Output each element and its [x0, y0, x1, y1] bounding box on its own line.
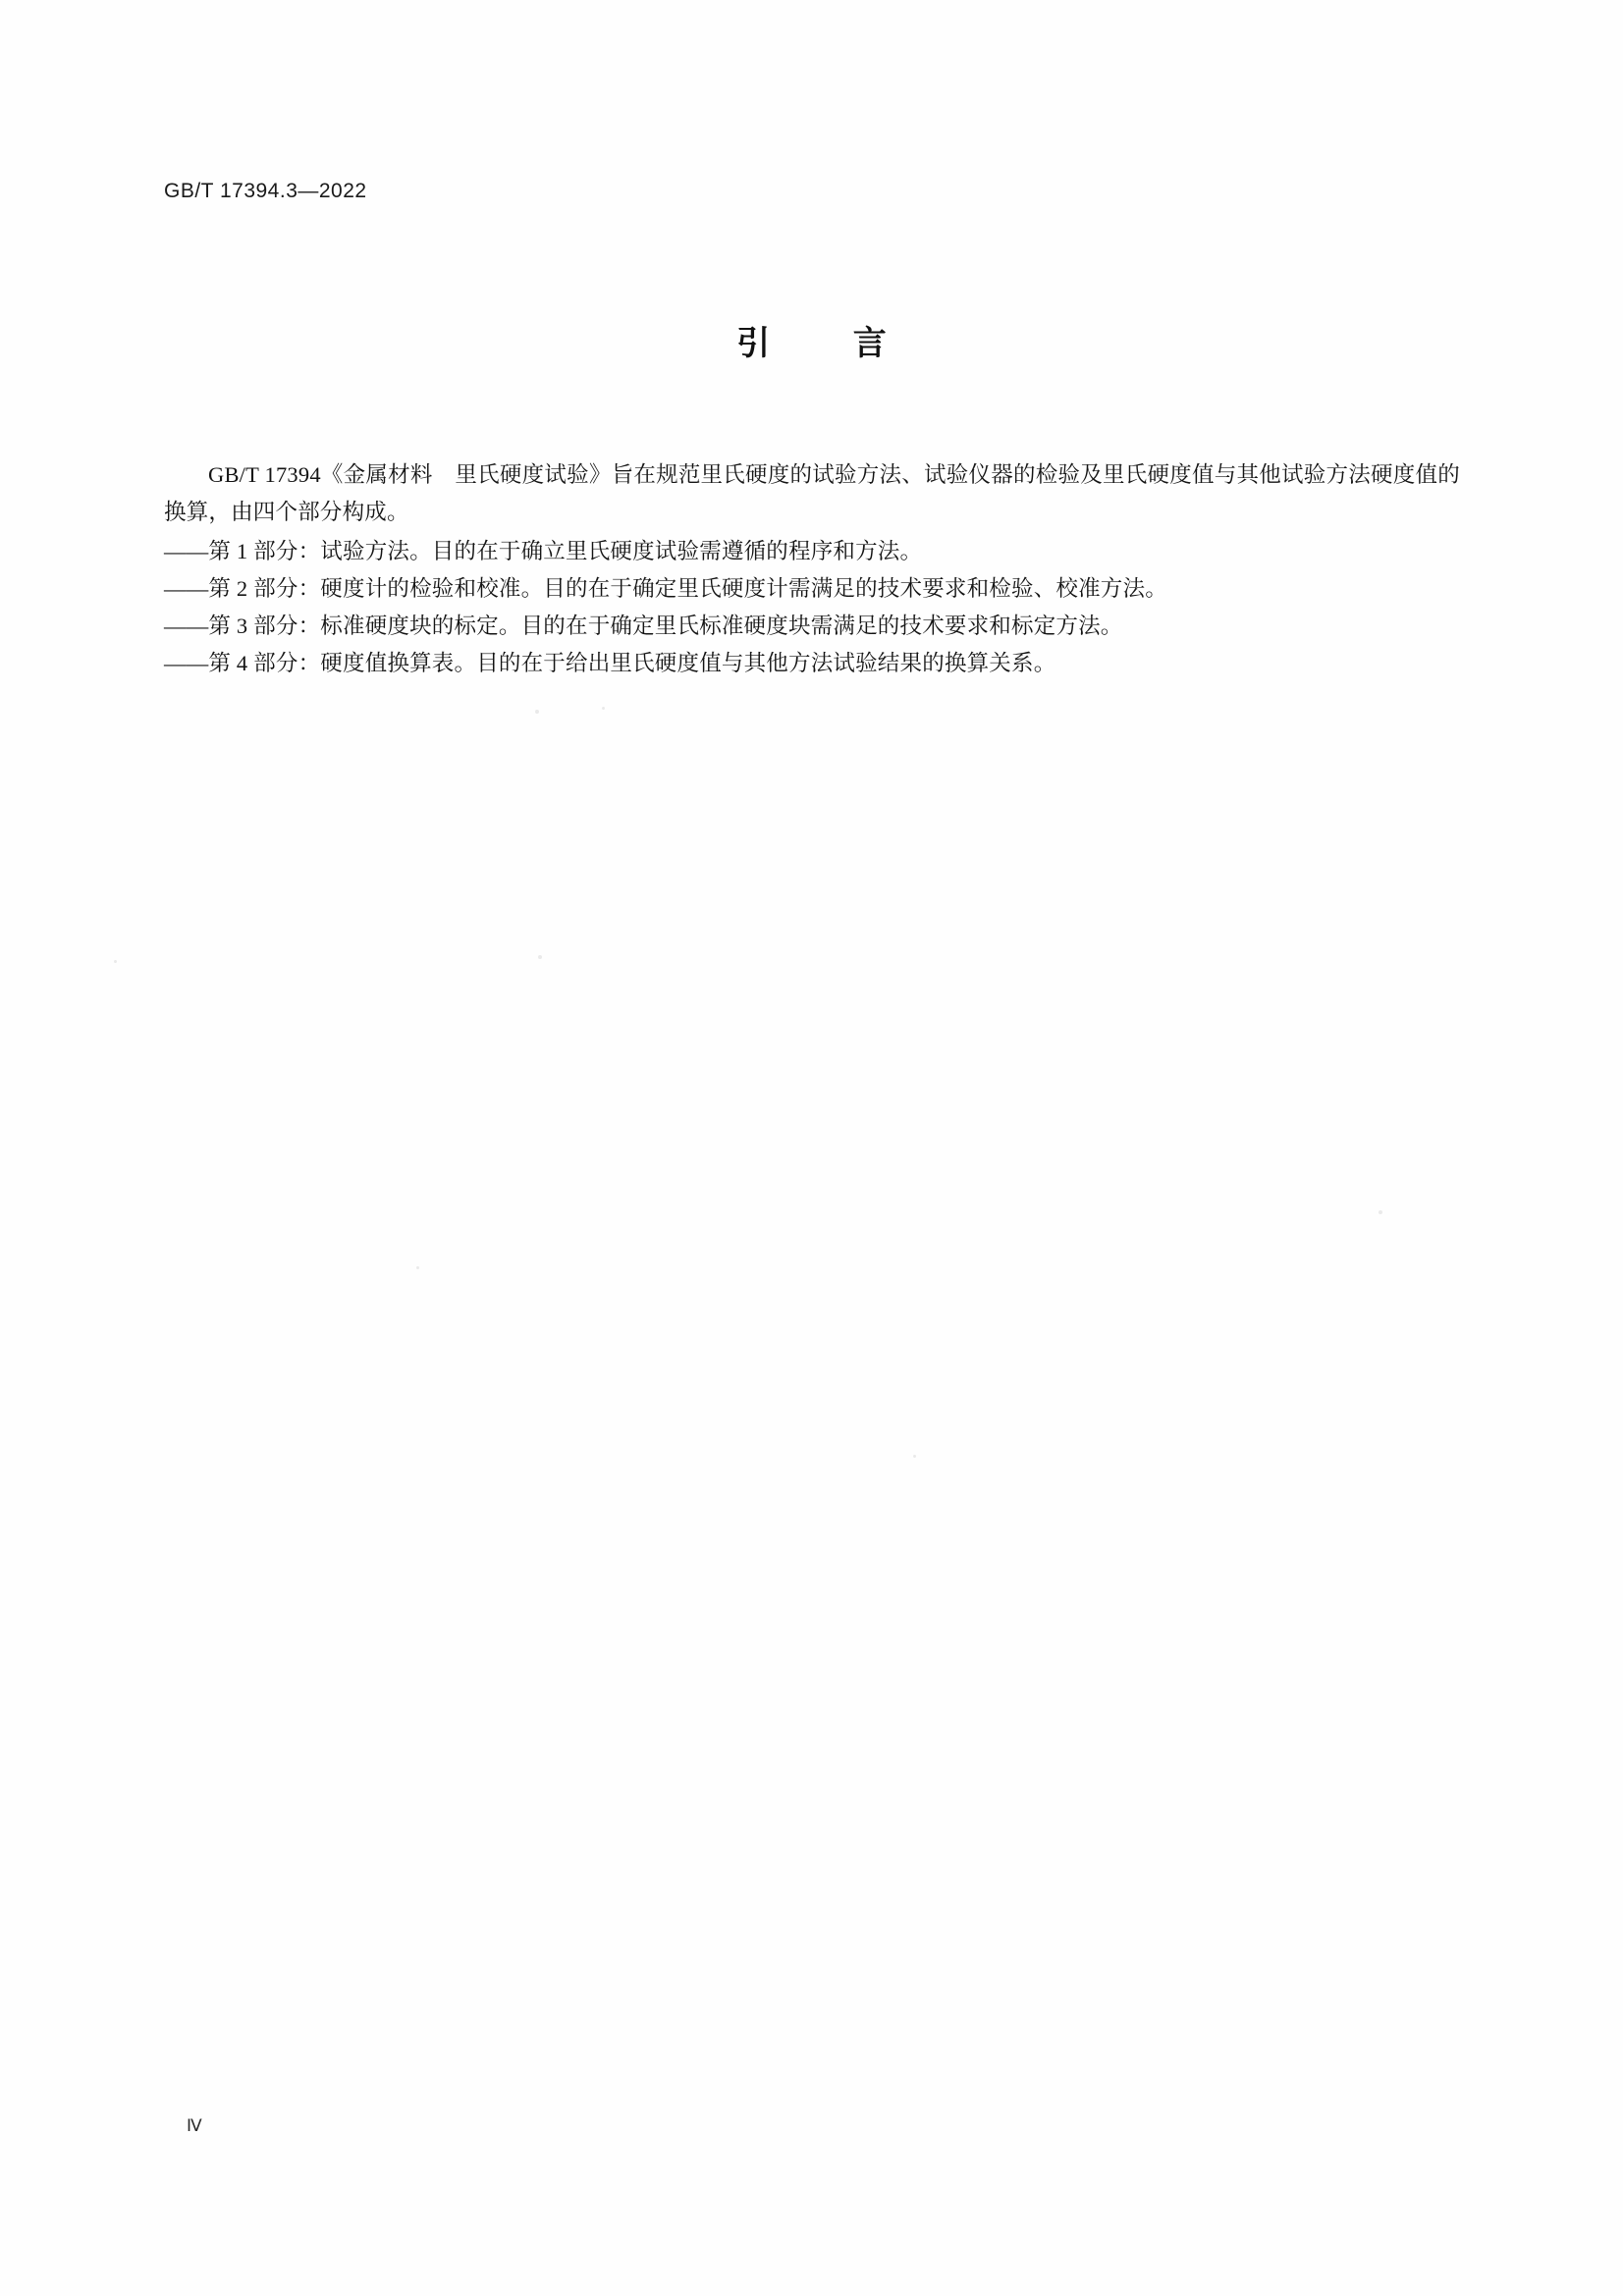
- list-item: ——第 4 部分：硬度值换算表。目的在于给出里氏硬度值与其他方法试验结果的换算关系。: [164, 651, 1056, 675]
- page-title: 引 言: [736, 326, 924, 362]
- intro-paragraph: GB/T 17394《金属材料 里氏硬度试验》旨在规范里氏硬度的试验方法、试验仪器的检验及里氏硬度值与其他试验方法硬度值的换算，由四个部分构成。: [164, 462, 1460, 524]
- scan-speckle: [602, 707, 605, 710]
- scan-speckle: [416, 1266, 419, 1269]
- scan-speckle: [114, 960, 117, 963]
- scan-speckle: [1379, 1210, 1382, 1214]
- scan-speckle: [913, 1455, 916, 1458]
- scan-speckle: [535, 710, 539, 714]
- page-number: Ⅳ: [187, 2116, 202, 2135]
- standard-code-header: GB/T 17394.3—2022: [164, 180, 367, 202]
- list-item: ——第 3 部分：标准硬度块的标定。目的在于确定里氏标准硬度块需满足的技术要求和标定方法。: [164, 614, 1123, 638]
- scan-speckle: [538, 955, 542, 959]
- list-item: ——第 1 部分：试验方法。目的在于确立里氏硬度试验需遵循的程序和方法。: [164, 539, 923, 563]
- list-item: ——第 2 部分：硬度计的检验和校准。目的在于确定里氏硬度计需满足的技术要求和检验、校准方法。: [164, 576, 1167, 601]
- body-content: [164, 456, 1460, 682]
